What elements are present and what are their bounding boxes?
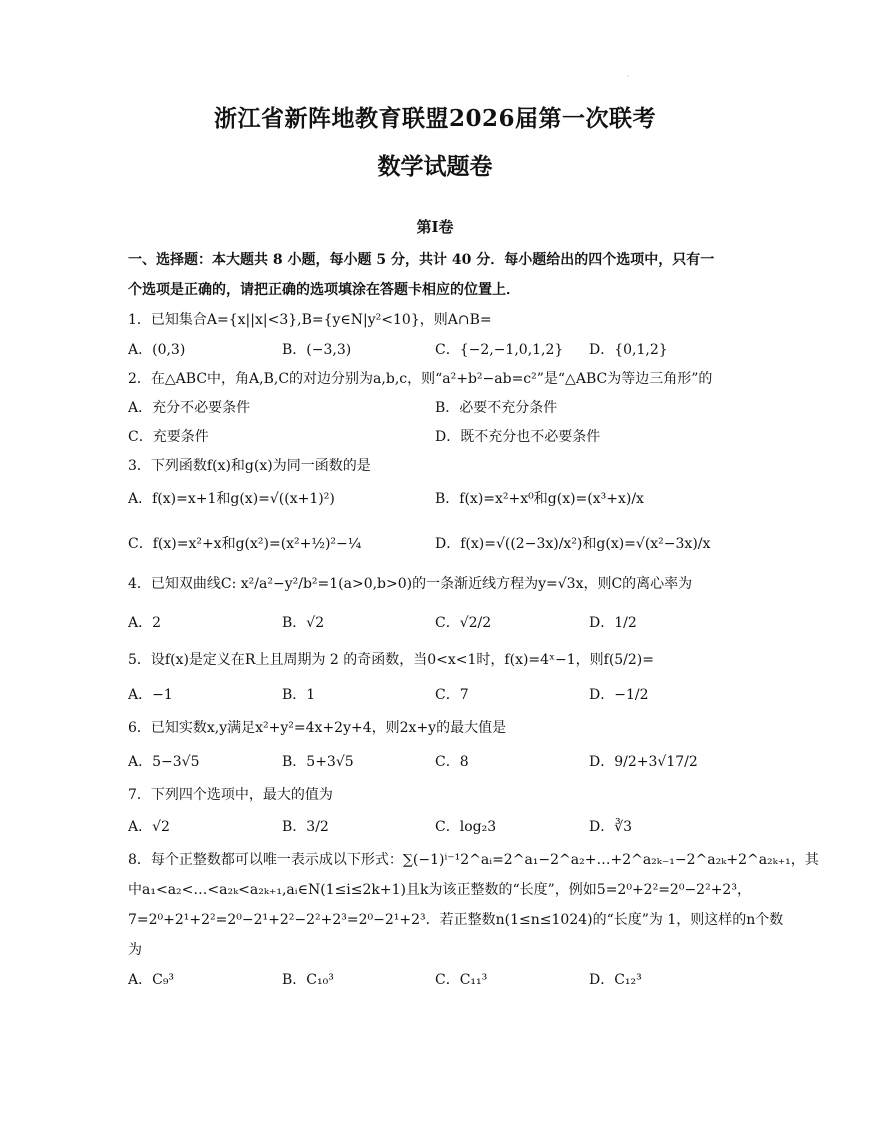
question-4-option-b: B．√2 bbox=[282, 615, 325, 631]
question-3-option-a: A．f(x)=x+1和g(x)=√((x+1)²) bbox=[128, 491, 335, 507]
question-8-stem-line-4: 为 bbox=[128, 942, 142, 958]
question-1-option-a: A．(0,3) bbox=[128, 342, 186, 358]
question-6-option-c: C．8 bbox=[435, 754, 469, 770]
question-2-option-c: C．充要条件 bbox=[128, 429, 209, 445]
question-8-option-d: D．C₁₂³ bbox=[589, 972, 642, 988]
question-7-option-c: C．log₂3 bbox=[435, 819, 497, 835]
question-3-option-c: C．f(x)=x²+x和g(x²)=(x²+½)²−¼ bbox=[128, 536, 362, 552]
question-1-option-c: C．{−2,−1,0,1,2} bbox=[435, 342, 564, 358]
question-2-option-a: A．充分不必要条件 bbox=[128, 400, 251, 416]
question-6-option-d: D．9/2+3√17/2 bbox=[589, 754, 698, 770]
question-8-option-a: A．C₉³ bbox=[128, 972, 175, 988]
question-4-stem: 4．已知双曲线C: x²/a²−y²/b²=1(a>0,b>0)的一条渐近线方程为y=√3x，则C的离心率为 bbox=[128, 576, 693, 592]
question-5-option-a: A．−1 bbox=[128, 687, 173, 703]
question-4-option-c: C．√2/2 bbox=[435, 615, 492, 631]
question-8-stem-line-2: 中a₁<a₂<…<a₂ₖ<a₂ₖ₊₁,aᵢ∈N(1≤i≤2k+1)且k为该正整数的“长度”，例如5=2⁰+2²=2⁰−2²+2³， bbox=[128, 882, 751, 898]
instructions-line-2: 个选项是正确的，请把正确的选项填涂在答题卡相应的位置上． bbox=[128, 282, 520, 298]
question-8-option-b: B．C₁₀³ bbox=[282, 972, 334, 988]
question-6-option-b: B．5+3√5 bbox=[282, 754, 354, 770]
question-3-option-b: B．f(x)=x²+x⁰和g(x)=(x³+x)/x bbox=[435, 491, 644, 507]
question-7-option-b: B．3/2 bbox=[282, 819, 329, 835]
question-3-stem: 3．下列函数f(x)和g(x)为同一函数的是 bbox=[128, 458, 371, 474]
question-3-option-d: D．f(x)=√((2−3x)/x²)和g(x)=√(x²−3x)/x bbox=[435, 536, 711, 552]
question-5-option-b: B．1 bbox=[282, 687, 316, 703]
scan-mark: · bbox=[627, 72, 630, 81]
exam-title: 浙江省新阵地教育联盟2026届第一次联考 bbox=[213, 105, 656, 132]
section-heading: 第Ⅰ卷 bbox=[416, 218, 454, 236]
question-2-option-b: B．必要不充分条件 bbox=[435, 400, 558, 416]
question-1-option-b: B．(−3,3) bbox=[282, 342, 352, 358]
question-6-stem: 6．已知实数x,y满足x²+y²=4x+2y+4，则2x+y的最大值是 bbox=[128, 720, 507, 736]
question-2-stem: 2．在△ABC中，角A,B,C的对边分别为a,b,c，则“a²+b²−ab=c²”是“△ABC为等边三角形”的 bbox=[128, 371, 713, 387]
question-8-stem-line-3: 7=2⁰+2¹+2²=2⁰−2¹+2²−2²+2³=2⁰−2¹+2³．若正整数n(1≤n≤1024)的“长度”为 1，则这样的n个数 bbox=[128, 912, 784, 928]
question-1-option-d: D．{0,1,2} bbox=[589, 342, 668, 358]
question-1-stem: 1．已知集合A={x||x|<3},B={y∈N|y²<10}，则A∩B= bbox=[128, 312, 492, 328]
question-4-option-a: A．2 bbox=[128, 615, 162, 631]
question-2-option-d: D．既不充分也不必要条件 bbox=[435, 429, 601, 445]
question-5-option-d: D．−1/2 bbox=[589, 687, 649, 703]
question-8-stem-line-1: 8．每个正整数都可以唯一表示成以下形式：∑(−1)ⁱ⁻¹2^aᵢ=2^a₁−2^a₂+…+2^a₂ₖ₋₁−2^a₂ₖ+2^a₂ₖ₊₁，其 bbox=[128, 852, 819, 868]
exam-subtitle: 数学试题卷 bbox=[377, 153, 493, 180]
question-7-stem: 7．下列四个选项中，最大的值为 bbox=[128, 787, 333, 803]
question-6-option-a: A．5−3√5 bbox=[128, 754, 200, 770]
question-7-option-d: D．∛3 bbox=[589, 819, 633, 835]
instructions-line-1: 一、选择题：本大题共 8 小题，每小题 5 分，共计 40 分．每小题给出的四个选项中，只有一 bbox=[128, 252, 715, 268]
question-8-option-c: C．C₁₁³ bbox=[435, 972, 488, 988]
question-7-option-a: A．√2 bbox=[128, 819, 170, 835]
question-5-stem: 5．设f(x)是定义在R上且周期为 2 的奇函数，当0<x<1时，f(x)=4ˣ−1，则f(5/2)= bbox=[128, 652, 655, 668]
question-5-option-c: C．7 bbox=[435, 687, 469, 703]
question-4-option-d: D．1/2 bbox=[589, 615, 637, 631]
